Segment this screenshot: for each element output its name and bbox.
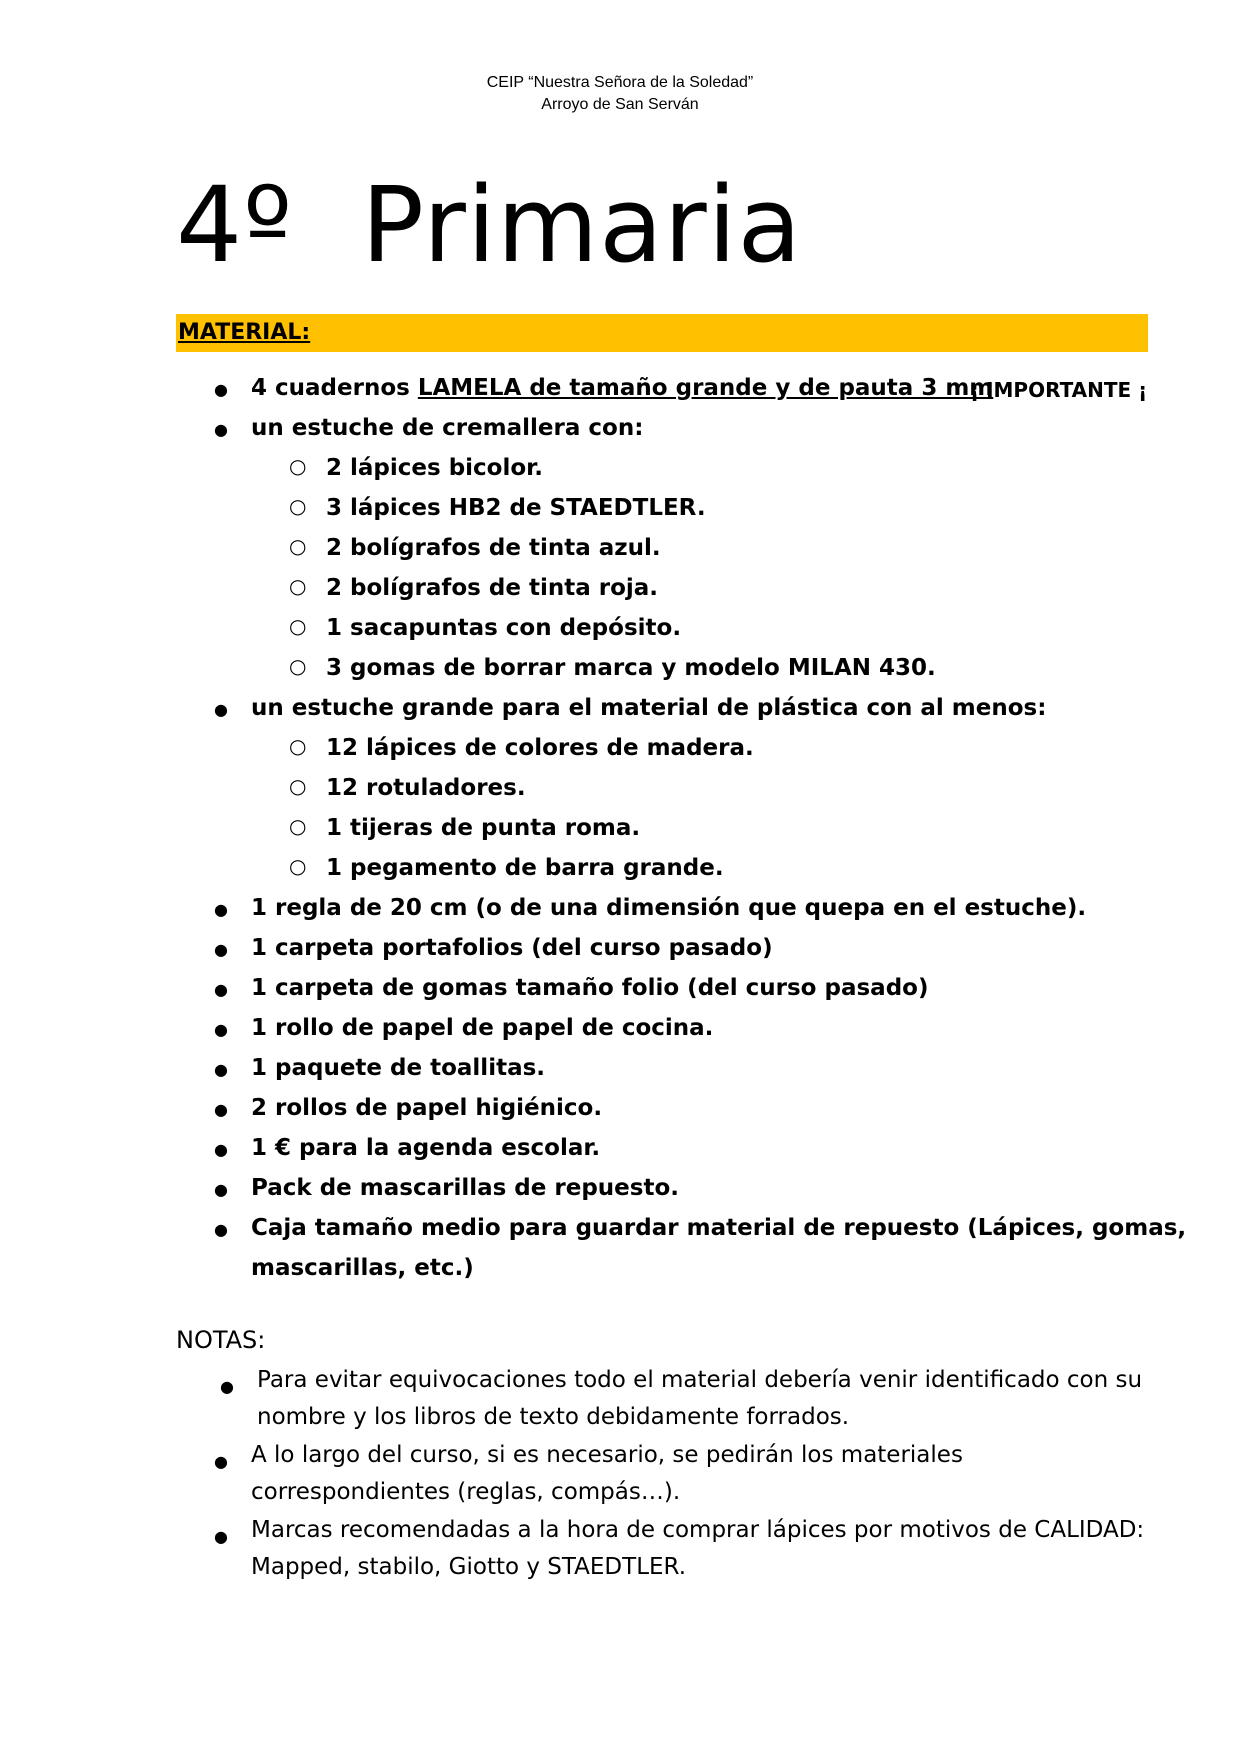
bullet-icon: ● [214, 700, 228, 719]
list-item-art-case: un estuche grande para el material de plástica con al menos: [251, 695, 1047, 721]
list-item-zip-case: un estuche de cremallera con: [251, 415, 644, 441]
school-header [0, 72, 1240, 116]
list-item: 2 rollos de papel higiénico. [251, 1095, 603, 1121]
bullet-icon: ● [214, 1100, 228, 1119]
list-item: 1 € para la agenda escolar. [251, 1135, 601, 1161]
bullet-icon: ● [214, 900, 228, 919]
bullet-icon: ● [214, 940, 228, 959]
material-heading-bar [176, 314, 1148, 352]
list-item: Pack de mascarillas de repuesto. [251, 1175, 679, 1201]
sub-bullet-icon: ○ [289, 854, 307, 878]
list-item-storage-box: Caja tamaño medio para guardar material de repuesto (Lápices, gomas, [251, 1215, 1187, 1241]
list-item: 1 carpeta de gomas tamaño folio (del curso pasado) [251, 975, 929, 1001]
sub-item: 1 pegamento de barra grande. [326, 855, 724, 881]
note-item [251, 1437, 963, 1511]
list-item: 1 rollo de papel de papel de cocina. [251, 1015, 714, 1041]
note-line: Para evitar equivocaciones todo el material debería venir identificado con su [257, 1367, 1143, 1393]
bullet-icon: ● [214, 1180, 228, 1199]
sub-item: 2 lápices bicolor. [326, 455, 543, 481]
sub-item: 12 rotuladores. [326, 775, 526, 801]
bullet-icon: ● [214, 380, 228, 399]
list-item-storage-box-cont: mascarillas, etc.) [251, 1255, 474, 1281]
list-item-notebooks [251, 374, 993, 402]
sub-bullet-icon: ○ [289, 534, 307, 558]
bullet-icon: ● [214, 1527, 228, 1546]
sub-bullet-icon: ○ [289, 814, 307, 838]
list-item: 1 regla de 20 cm (o de una dimensión que quepa en el estuche). [251, 895, 1087, 921]
notebooks-spec: LAMELA de tamaño grande y de pauta 3 mm [417, 375, 994, 401]
sub-bullet-icon: ○ [289, 454, 307, 478]
page-title: 4º Primaria [176, 164, 803, 286]
note-line: A lo largo del curso, si es necesario, se pedirán los materiales [251, 1442, 963, 1468]
sub-item: 1 sacapuntas con depósito. [326, 615, 682, 641]
note-line: Mapped, stabilo, Giotto y STAEDTLER. [251, 1554, 687, 1580]
note-line: Marcas recomendadas a la hora de comprar lápices por motivos de CALIDAD: [251, 1517, 1145, 1543]
sub-bullet-icon: ○ [289, 614, 307, 638]
sub-item: 3 gomas de borrar marca y modelo MILAN 430. [326, 655, 936, 681]
bullet-icon: ● [214, 980, 228, 999]
sub-bullet-icon: ○ [289, 574, 307, 598]
important-note: ¡ IMPORTANTE ¡ [970, 378, 1148, 402]
sub-item: 1 tijeras de punta roma. [326, 815, 641, 841]
list-item: 1 carpeta portafolios (del curso pasado) [251, 935, 773, 961]
notes-title: NOTAS: [176, 1326, 266, 1354]
notebooks-prefix: 4 cuadernos [251, 375, 418, 401]
school-location: Arroyo de San Serván [541, 96, 699, 113]
bullet-icon: ● [214, 1140, 228, 1159]
sub-bullet-icon: ○ [289, 654, 307, 678]
note-line: correspondientes (reglas, compás…). [251, 1479, 681, 1505]
bullet-icon: ● [214, 1020, 228, 1039]
sub-item: 2 bolígrafos de tinta roja. [326, 575, 659, 601]
bullet-icon: ● [220, 1377, 234, 1396]
note-line: nombre y los libros de texto debidamente forrados. [257, 1404, 850, 1430]
bullet-icon: ● [214, 1220, 228, 1239]
sub-bullet-icon: ○ [289, 494, 307, 518]
bullet-icon: ● [214, 1060, 228, 1079]
bullet-icon: ● [214, 420, 228, 439]
material-label: MATERIAL: [178, 320, 311, 345]
note-item [251, 1512, 1144, 1586]
note-item [257, 1362, 1142, 1436]
sub-item: 2 bolígrafos de tinta azul. [326, 535, 661, 561]
sub-item: 3 lápices HB2 de STAEDTLER. [326, 495, 706, 521]
sub-bullet-icon: ○ [289, 734, 307, 758]
sub-bullet-icon: ○ [289, 774, 307, 798]
school-name: CEIP “Nuestra Señora de la Soledad” [486, 74, 754, 91]
bullet-icon: ● [214, 1452, 228, 1471]
sub-item: 12 lápices de colores de madera. [326, 735, 754, 761]
list-item: 1 paquete de toallitas. [251, 1055, 546, 1081]
